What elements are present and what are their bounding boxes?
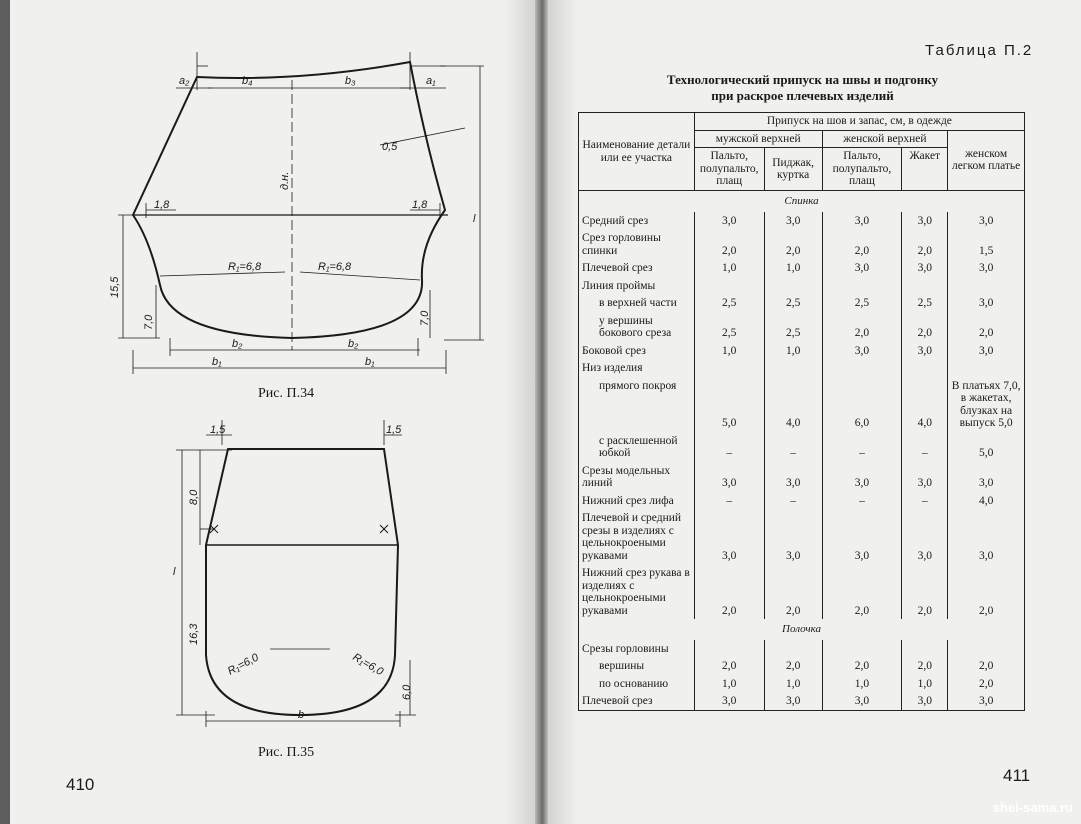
row-value: 3,0 [822,259,902,277]
table-title-line1: Технологический припуск на швы и подгонку [666,72,939,87]
table-row [579,640,1025,658]
table-row [579,692,1025,710]
label-70-left: 7,0 [143,314,155,330]
row-value: 2,0 [902,657,948,675]
row-value [902,277,948,295]
label-b1-left: b₁ [212,356,222,368]
row-name: Срез горловины спинки [579,229,695,259]
row-name: вершины [579,657,695,675]
row-value: 4,0 [764,377,822,432]
label-155: 15,5 [109,276,121,298]
row-value: 2,0 [822,657,902,675]
row-value: 3,0 [764,692,822,710]
row-value: – [694,492,764,510]
row-value: 3,0 [822,692,902,710]
row-value: 2,0 [822,312,902,342]
table-row [579,229,1025,259]
row-value [764,277,822,295]
table-section-row [579,191,1025,212]
label-163: 16,3 [188,623,200,645]
row-value [764,359,822,377]
row-value: 2,0 [902,229,948,259]
row-name: Нижний срез лифа [579,492,695,510]
label-l-2: l [173,566,176,578]
row-value [948,640,1025,658]
table-row [579,492,1025,510]
row-value [694,640,764,658]
row-name: Средний срез [579,212,695,230]
row-value: 1,5 [948,229,1025,259]
row-value [902,640,948,658]
row-value: 3,0 [948,462,1025,492]
row-value [694,359,764,377]
label-b2-left: b₂ [232,338,243,350]
right-page-number: 411 [1003,766,1031,785]
header-jacket-women: Жакет [902,148,948,191]
row-value: 2,5 [764,312,822,342]
label-15-right: 1,5 [386,424,402,436]
row-value: 3,0 [902,692,948,710]
label-18-left: 1,8 [154,199,170,211]
table-row [579,212,1025,230]
label-15-left: 1,5 [210,424,226,436]
row-value: 2,0 [902,312,948,342]
row-value: 3,0 [694,212,764,230]
table-section-row [579,619,1025,640]
figure-p35-caption: Рис. П.35 [258,745,315,760]
row-value: 2,0 [948,675,1025,693]
row-value [764,640,822,658]
header-coat-women: Пальто, полупальто, плащ [822,148,902,191]
row-value [822,359,902,377]
row-value: 3,0 [948,259,1025,277]
row-value: 3,0 [948,294,1025,312]
row-value: 2,0 [764,564,822,619]
label-b: b [298,709,305,721]
row-value: 3,0 [902,509,948,564]
row-value: 3,0 [902,259,948,277]
row-value [822,277,902,295]
row-value: – [902,432,948,462]
row-name: Срезы модельных линий [579,462,695,492]
header-men-outer: мужской верхней [694,130,822,148]
row-name: Плечевой и средний срезы в изделиях с цельнокроеными рукавами [579,509,695,564]
row-value: 2,0 [948,312,1025,342]
section-title: Спинка [579,191,1025,212]
label-l: l [473,213,476,225]
label-80: 8,0 [188,489,200,505]
section-title: Полочка [579,619,1025,640]
label-r1-left-2: R₁=6,0 [225,651,261,678]
row-value: 3,0 [948,212,1025,230]
label-70-right: 7,0 [419,310,431,326]
allowance-table [578,112,1025,711]
row-name: прямого покроя [579,377,695,432]
row-value: 1,0 [694,342,764,360]
row-value: В платьях 7,0, в жакетах, блузках на выпуск 5,0 [948,377,1025,432]
row-name: Низ изделия [579,359,695,377]
figure-p34-caption: Рис. П.34 [258,386,315,401]
row-value: 2,0 [764,229,822,259]
row-value: 3,0 [902,342,948,360]
row-value: 1,0 [694,259,764,277]
site-watermark: shei-sama.ru [992,800,1073,815]
table-body [579,191,1025,711]
header-coat-men: Пальто, полупальто, плащ [694,148,764,191]
label-a2: a₂ [179,75,190,87]
row-value: 3,0 [948,692,1025,710]
header-jacket-men: Пиджак, куртка [764,148,822,191]
label-r1-left: R₁=6,8 [228,261,262,273]
table-row [579,509,1025,564]
row-value: – [822,432,902,462]
left-page-number: 410 [66,775,95,794]
row-value: 3,0 [948,342,1025,360]
row-name: у вершины бокового среза [579,312,695,342]
row-value: 6,0 [822,377,902,432]
row-value: 2,0 [694,657,764,675]
row-value: – [764,432,822,462]
row-value [902,359,948,377]
table-row [579,462,1025,492]
row-name: Боковой срез [579,342,695,360]
row-value: – [822,492,902,510]
row-value: 3,0 [902,462,948,492]
row-value: 1,0 [764,342,822,360]
row-value: 1,0 [694,675,764,693]
row-value: 2,5 [694,294,764,312]
row-value [948,359,1025,377]
row-value: 2,5 [764,294,822,312]
row-value [694,277,764,295]
row-value: 2,0 [822,564,902,619]
row-name: Нижний срез рукава в изделиях с цельнокроеными рукавами [579,564,695,619]
table-row [579,359,1025,377]
row-value: 4,0 [902,377,948,432]
row-value: 3,0 [822,342,902,360]
header-part-name: Наименование детали или ее участка [579,113,695,191]
table-title [580,72,1025,104]
row-name: по основанию [579,675,695,693]
row-value: 1,0 [764,675,822,693]
row-value: 3,0 [764,509,822,564]
row-value: 3,0 [822,509,902,564]
table-row [579,259,1025,277]
row-value: 2,5 [694,312,764,342]
row-value: 2,0 [902,564,948,619]
table-label: Таблица П.2 [925,42,1034,59]
label-dn: д.н. [279,171,291,190]
table-row [579,294,1025,312]
label-18-right: 1,8 [412,199,428,211]
row-value: 5,0 [948,432,1025,462]
header-women-light: женском легком платье [948,130,1025,191]
row-value: 2,0 [948,657,1025,675]
header-allowance: Припуск на шов и запас, см, в одежде [694,113,1024,131]
row-name: Линия проймы [579,277,695,295]
row-value: 1,0 [764,259,822,277]
table-row [579,277,1025,295]
figure-p34 [0,0,540,420]
row-value: 2,0 [694,229,764,259]
label-b2-right: b₂ [348,338,359,350]
row-value: 1,0 [902,675,948,693]
table-title-line2: при раскрое плечевых изделий [711,88,894,103]
row-value: 2,5 [822,294,902,312]
row-value: 2,5 [902,294,948,312]
figure-p35 [0,415,540,745]
table-row [579,312,1025,342]
table-row [579,377,1025,432]
row-value: 2,0 [764,657,822,675]
row-name: Плечевой срез [579,259,695,277]
table-row [579,342,1025,360]
row-value: 3,0 [694,509,764,564]
row-value: 3,0 [948,509,1025,564]
row-value: 2,0 [822,229,902,259]
row-value: 3,0 [764,212,822,230]
row-value: 3,0 [822,212,902,230]
row-value: 5,0 [694,377,764,432]
row-name: с расклешенной юбкой [579,432,695,462]
row-value: 3,0 [822,462,902,492]
row-value: 3,0 [694,462,764,492]
label-b4: b₄ [242,75,253,87]
row-value: – [764,492,822,510]
table-row [579,564,1025,619]
label-60: 6,0 [401,684,413,700]
row-value: 3,0 [694,692,764,710]
table-row [579,675,1025,693]
row-value: 2,0 [948,564,1025,619]
row-name: в верхней части [579,294,695,312]
row-value: 2,0 [694,564,764,619]
row-value: 4,0 [948,492,1025,510]
label-b1-right: b₁ [365,356,375,368]
row-name: Срезы горловины [579,640,695,658]
row-value [948,277,1025,295]
row-value: 3,0 [764,462,822,492]
row-value: 3,0 [902,212,948,230]
row-name: Плечевой срез [579,692,695,710]
row-value: – [694,432,764,462]
label-r1-right: R₁=6,8 [318,261,352,273]
table-row [579,657,1025,675]
label-b3: b₃ [345,75,356,87]
row-value: 1,0 [822,675,902,693]
table-row [579,432,1025,462]
label-r1-right-2: R₁=6,0 [350,651,386,679]
row-value: – [902,492,948,510]
label-05: 0,5 [382,141,398,153]
label-a1: a₁ [426,75,436,87]
row-value [822,640,902,658]
header-women-outer: женской верхней [822,130,948,148]
